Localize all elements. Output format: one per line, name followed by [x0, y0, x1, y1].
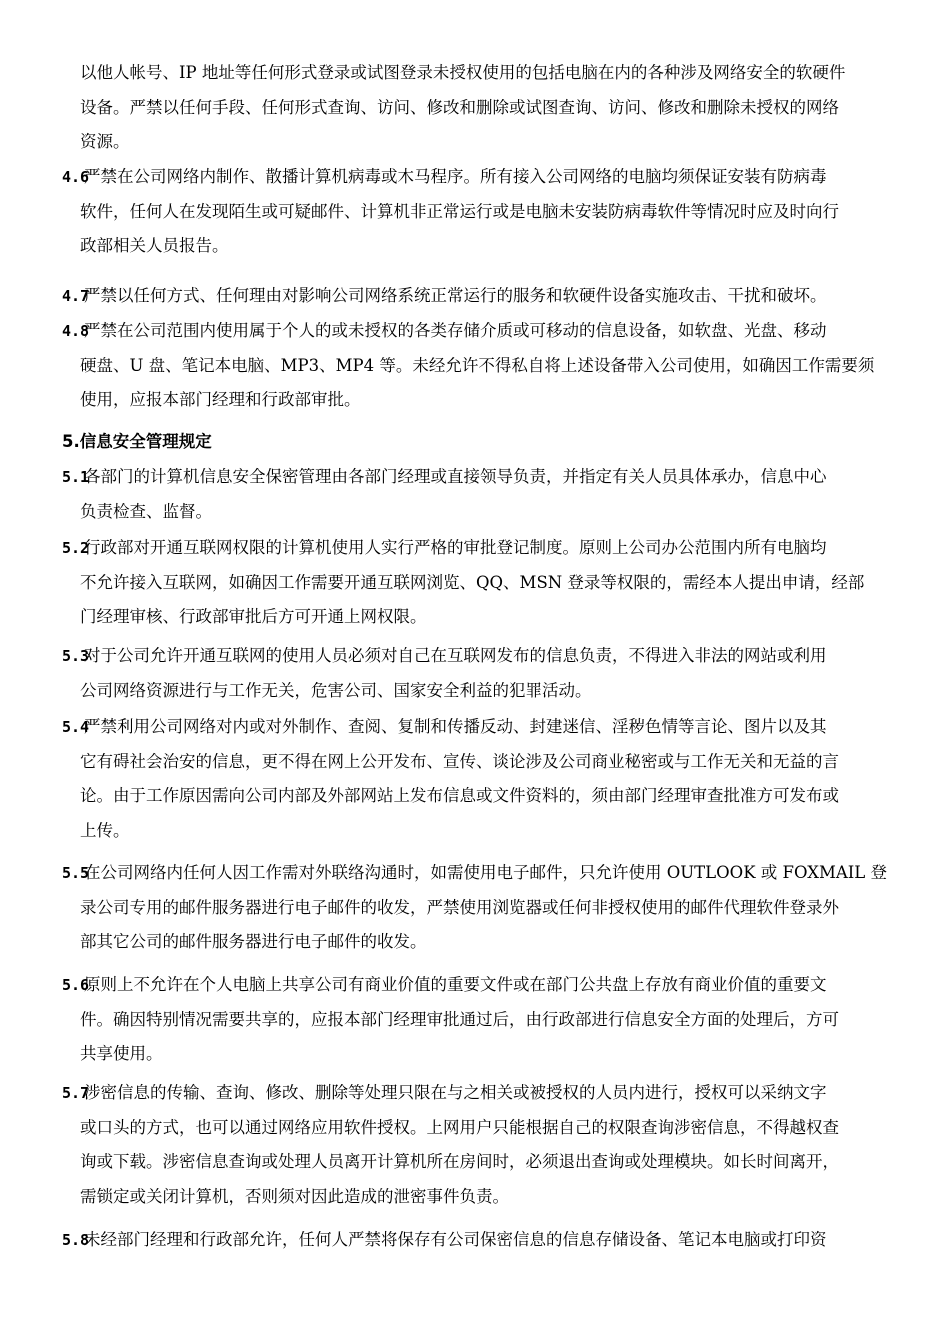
clause-first-line [62, 710, 898, 745]
clause-line: 录公司专用的邮件服务器进行电子邮件的收发，严禁使用浏览器或任何非授权使用的邮件代理软件登录外 [80, 897, 839, 917]
clause-4-6 [62, 160, 898, 264]
clause-number: 5.3 [62, 647, 90, 665]
clause-line: 需锁定或关闭计算机，否则须对因此造成的泄密事件负责。 [80, 1186, 509, 1206]
clause-number: 4.6 [62, 168, 90, 186]
clause-5-1 [62, 460, 898, 529]
clause-text: 严禁利用公司网络对内或对外制作、查阅、复制和传播反动、封建迷信、淫秽色情等言论、图片以及其 [84, 717, 827, 736]
clause-text: 严禁以任何方式、任何理由对影响公司网络系统正常运行的服务和软硬件设备实施攻击、干扰和破坏。 [84, 286, 827, 305]
clause-number: 5.5 [62, 864, 90, 882]
clause-text: 严禁在公司网络内制作、散播计算机病毒或木马程序。所有接入公司网络的电脑均须保证安装有防病毒 [84, 167, 827, 186]
clause-line: 公司网络资源进行与工作无关，危害公司、国家安全利益的犯罪活动。 [80, 680, 592, 700]
clause-text: 未经部门经理和行政部允许，任何人严禁将保存有公司保密信息的信息存储设备、笔记本电脑或打印资 [84, 1230, 827, 1249]
clause-number: 5.8 [62, 1231, 90, 1249]
clause-first-line [62, 856, 898, 891]
clause-first-line [62, 460, 898, 495]
clause-number: 5.6 [62, 976, 90, 994]
clause-text: 涉密信息的传输、查询、修改、删除等处理只限在与之相关或被授权的人员内进行，授权可以采纳文字 [84, 1083, 827, 1102]
clause-text: 对于公司允许开通互联网的使用人员必须对自己在互联网发布的信息负责，不得进入非法的网站或利用 [84, 646, 827, 665]
clause-text: 严禁在公司范围内使用属于个人的或未授权的各类存储介质或可移动的信息设备，如软盘、光盘、移动 [84, 321, 827, 340]
clause-line: 它有碍社会治安的信息，更不得在网上公开发布、宣传、谈论涉及公司商业秘密或与工作无关和无益的言 [80, 751, 839, 771]
clause-line: 软件，任何人在发现陌生或可疑邮件、计算机非正常运行或是电脑未安装防病毒软件等情况时应及时向行 [80, 201, 839, 221]
clause-line: 件。确因特别情况需要共享的，应报本部门经理审批通过后，由行政部进行信息安全方面的处理后，方可 [80, 1009, 839, 1029]
clause-line: 询或下载。涉密信息查询或处理人员离开计算机所在房间时，必须退出查询或处理模块。如长时间离开， [80, 1152, 839, 1172]
clause-line: 论。由于工作原因需向公司内部及外部网站上发布信息或文件资料的，须由部门经理审查批准方可发布或 [80, 786, 839, 806]
clause-line: 不允许接入互联网，如确因工作需要开通互联网浏览、QQ、MSN 登录等权限的，需经本人提出申请，经部 [80, 572, 865, 592]
clause-line: 上传。 [80, 820, 130, 840]
clause-number: 5.4 [62, 718, 90, 736]
clause-5-6 [62, 968, 898, 1072]
clause-number: 5.2 [62, 539, 90, 557]
clause-5-4 [62, 710, 898, 848]
clause-line: 设备。严禁以任何手段、任何形式查询、访问、修改和删除或试图查询、访问、修改和删除未授权的网络 [80, 97, 839, 117]
clause-first-line [62, 968, 898, 1003]
clause-4-7 [62, 279, 898, 314]
clause-4-8 [62, 314, 898, 418]
clause-line: 负责检查、监督。 [80, 501, 212, 521]
clause-text: 原则上不允许在个人电脑上共享公司有商业价值的重要文件或在部门公共盘上存放有商业价值的重要文 [84, 975, 827, 994]
clause-line: 硬盘、U 盘、笔记本电脑、MP3、MP4 等。未经允许不得私自将上述设备带入公司使用，如确因工作需要须 [80, 355, 875, 375]
clause-4-5-continued [62, 56, 898, 160]
clause-number: 5.1 [62, 468, 90, 486]
clause-text: 各部门的计算机信息安全保密管理由各部门经理或直接领导负责，并指定有关人员具体承办，信息中心 [84, 467, 827, 486]
clause-number: 4.7 [62, 287, 90, 305]
clause-line: 部其它公司的邮件服务器进行电子邮件的收发。 [80, 932, 427, 952]
clause-first-line [62, 279, 898, 314]
clause-first-line [62, 1223, 898, 1258]
clause-5-7 [62, 1076, 898, 1214]
clause-line: 门经理审核、行政部审批后方可开通上网权限。 [80, 607, 427, 627]
clause-text: 行政部对开通互联网权限的计算机使用人实行严格的审批登记制度。原则上公司办公范围内所有电脑均 [84, 538, 827, 557]
clause-5-2 [62, 531, 898, 635]
clause-line: 或口头的方式，也可以通过网络应用软件授权。上网用户只能根据自己的权限查询涉密信息，不得越权查 [80, 1117, 839, 1137]
clause-first-line [62, 639, 898, 674]
clause-5-5 [62, 856, 898, 960]
clause-line: 使用，应报本部门经理和行政部审批。 [80, 390, 361, 410]
clause-line: 以他人帐号、IP 地址等任何形式登录或试图登录未授权使用的包括电脑在内的各种涉及网络安全的软硬件 [80, 63, 846, 82]
clause-text: 在公司网络内任何人因工作需对外联络沟通时，如需使用电子邮件，只允许使用 OUTLOOK 或 FOXMAIL 登 [84, 863, 887, 882]
clause-line: 共享使用。 [80, 1044, 163, 1064]
clause-first-line [62, 531, 898, 566]
clause-line: 政部相关人员报告。 [80, 236, 229, 256]
clause-first-line [62, 1076, 898, 1111]
clause-5-8 [62, 1223, 898, 1258]
clause-5-3 [62, 639, 898, 708]
clause-first-line [62, 160, 898, 195]
clause-number: 5.7 [62, 1084, 90, 1102]
section-heading: 5.信息安全管理规定 [62, 432, 212, 451]
clause-number: 4.8 [62, 322, 90, 340]
clause-first-line [62, 314, 898, 349]
clause-line: 资源。 [80, 132, 130, 152]
